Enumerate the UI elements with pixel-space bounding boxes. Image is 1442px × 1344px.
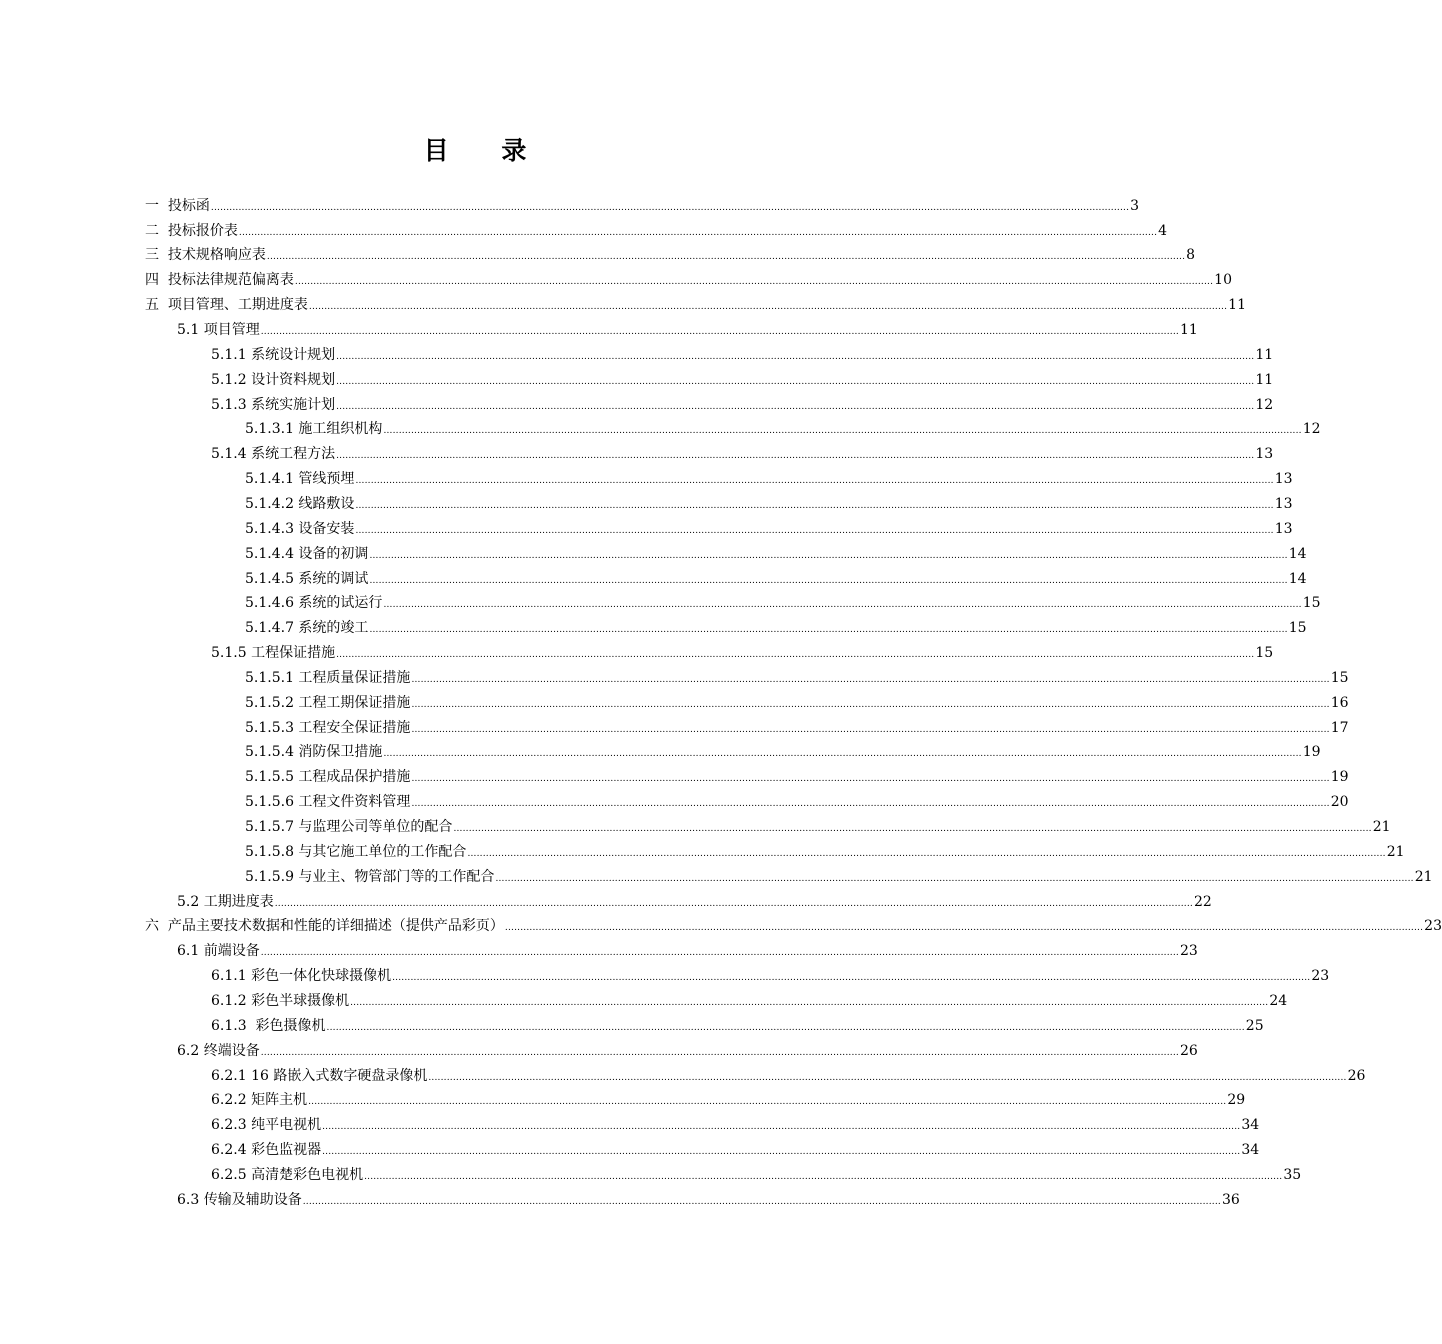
toc-entry-label: 5.1.4 系统工程方法	[211, 446, 336, 463]
toc-entry[interactable]	[211, 1159, 1302, 1184]
toc-entry[interactable]	[177, 1035, 1198, 1060]
toc-entry-page: 3	[1130, 197, 1140, 214]
toc-entry-label: 5.1.5.1 工程质量保证措施	[245, 669, 411, 686]
toc-leader-dots: ............................................................................................................................................................................................................................................................................................................	[383, 426, 1302, 437]
toc-entry-label: 5.2 工期进度表	[177, 893, 274, 910]
toc-entry-label: 5.1.4.6 系统的试运行	[245, 595, 383, 612]
toc-leader-dots: ............................................................................................................................................................................................................................................................................................................	[467, 848, 1386, 859]
toc-entry[interactable]	[145, 240, 1196, 265]
toc-entry-label: 5.1.4.1 管线预埋	[245, 471, 355, 488]
toc-entry-page: 29	[1227, 1092, 1246, 1109]
toc-entry-label: 5.1.5.5 工程成品保护措施	[245, 769, 411, 786]
toc-entry[interactable]	[211, 389, 1274, 414]
toc-entry-page: 15	[1302, 595, 1321, 612]
toc-leader-dots: ............................................................................................................................................................................................................................................................................................................	[238, 227, 1158, 238]
toc-leader-dots: ............................................................................................................................................................................................................................................................................................................	[350, 997, 1269, 1008]
toc-entry[interactable]	[145, 289, 1246, 314]
toc-leader-dots: ............................................................................................................................................................................................................................................................................................................	[302, 1196, 1221, 1207]
toc-leader-dots: ............................................................................................................................................................................................................................................................................................................	[355, 525, 1274, 536]
toc-entry[interactable]	[211, 1085, 1246, 1110]
toc-entry-page: 13	[1255, 446, 1274, 463]
toc-entry[interactable]	[245, 538, 1307, 563]
toc-entry[interactable]	[245, 612, 1307, 637]
toc-entry[interactable]	[211, 960, 1330, 985]
toc-entry[interactable]	[177, 1184, 1240, 1209]
toc-entry[interactable]	[145, 911, 1442, 936]
toc-entry-label: 二 投标报价表	[145, 222, 238, 239]
toc-leader-dots: ............................................................................................................................................................................................................................................................................................................	[336, 650, 1255, 661]
toc-entry-label: 5.1.4.4 设备的初调	[245, 545, 369, 562]
toc-entry[interactable]	[211, 1010, 1264, 1035]
toc-leader-dots: ............................................................................................................................................................................................................................................................................................................	[336, 401, 1255, 412]
toc-entry-page: 11	[1179, 322, 1198, 339]
toc-entry-page: 24	[1269, 992, 1288, 1009]
toc-leader-dots: ............................................................................................................................................................................................................................................................................................................	[383, 749, 1302, 760]
toc-entry-page: 25	[1245, 1017, 1264, 1034]
toc-entry-page: 17	[1330, 719, 1349, 736]
toc-entry-page: 14	[1288, 545, 1307, 562]
toc-entry-label: 5.1.5.2 工程工期保证措施	[245, 694, 411, 711]
toc-leader-dots: ............................................................................................................................................................................................................................................................................................................	[260, 948, 1179, 959]
toc-leader-dots: ............................................................................................................................................................................................................................................................................................................	[210, 202, 1130, 213]
toc-leader-dots: ............................................................................................................................................................................................................................................................................................................	[383, 600, 1302, 611]
toc-leader-dots: ............................................................................................................................................................................................................................................................................................................	[294, 277, 1214, 288]
toc-entry-page: 19	[1302, 744, 1321, 761]
toc-entry[interactable]	[245, 836, 1405, 861]
toc-entry[interactable]	[211, 637, 1274, 662]
toc-leader-dots: ............................................................................................................................................................................................................................................................................................................	[428, 1072, 1347, 1083]
toc-leader-dots: ............................................................................................................................................................................................................................................................................................................	[369, 575, 1288, 586]
toc-entry-label: 四 投标法律规范偏离表	[145, 272, 294, 289]
toc-entry[interactable]	[245, 737, 1321, 762]
toc-entry-label: 5.1.5.9 与业主、物管部门等的工作配合	[245, 868, 495, 885]
toc-entry-page: 19	[1330, 769, 1349, 786]
toc-entry[interactable]	[245, 687, 1349, 712]
toc-entry-page: 13	[1274, 495, 1293, 512]
toc-entry[interactable]	[145, 190, 1140, 215]
toc-entry-label: 5.1.3 系统实施计划	[211, 396, 336, 413]
toc-entry-label: 一 投标函	[145, 197, 210, 214]
toc-entry-label: 5.1.4.5 系统的调试	[245, 570, 369, 587]
toc-entry-label: 6.1.2 彩色半球摄像机	[211, 992, 350, 1009]
toc-entry-page: 15	[1330, 669, 1349, 686]
toc-entry-label: 六 产品主要技术数据和性能的详细描述（提供产品彩页）	[145, 918, 504, 935]
toc-entry-label: 5.1.4.7 系统的竣工	[245, 620, 369, 637]
toc-entry-label: 6.2 终端设备	[177, 1042, 260, 1059]
toc-entry-label: 5.1.2 设计资料规划	[211, 371, 336, 388]
toc-leader-dots: ............................................................................................................................................................................................................................................................................................................	[355, 476, 1274, 487]
toc-entry-label: 5.1.4.2 线路敷设	[245, 495, 355, 512]
toc-leader-dots: ............................................................................................................................................................................................................................................................................................................	[369, 550, 1288, 561]
toc-entry-label: 5.1.5.8 与其它施工单位的工作配合	[245, 843, 467, 860]
toc-entry-page: 15	[1255, 645, 1274, 662]
toc-entry[interactable]	[245, 712, 1349, 737]
toc-entry-page: 11	[1255, 346, 1274, 363]
toc-entry-page: 23	[1424, 918, 1442, 935]
toc-entry-label: 5.1.1 系统设计规划	[211, 346, 336, 363]
toc-entry-label: 6.2.5 高清楚彩色电视机	[211, 1166, 364, 1183]
toc-entry[interactable]	[211, 985, 1288, 1010]
toc-leader-dots: ............................................................................................................................................................................................................................................................................................................	[336, 351, 1255, 362]
toc-entry-page: 26	[1179, 1042, 1198, 1059]
toc-entry[interactable]	[211, 1060, 1366, 1085]
toc-leader-dots: ............................................................................................................................................................................................................................................................................................................	[364, 1171, 1283, 1182]
toc-entry[interactable]	[145, 215, 1168, 240]
toc-entry-label: 6.2.4 彩色监视器	[211, 1142, 322, 1159]
toc-entry-page: 34	[1241, 1117, 1260, 1134]
toc-leader-dots: ............................................................................................................................................................................................................................................................................................................	[411, 799, 1330, 810]
toc-leader-dots: ............................................................................................................................................................................................................................................................................................................	[392, 973, 1311, 984]
page-title: 目 录	[423, 136, 549, 165]
toc-entry-page: 22	[1193, 893, 1212, 910]
toc-entry-page: 10	[1214, 272, 1232, 289]
toc-entry-label: 5.1.4.3 设备安装	[245, 520, 355, 537]
toc-entry-page: 36	[1221, 1191, 1240, 1208]
toc-entry-page: 12	[1255, 396, 1274, 413]
toc-entry-label: 5.1.5.6 工程文件资料管理	[245, 794, 411, 811]
toc-leader-dots: ............................................................................................................................................................................................................................................................................................................	[322, 1122, 1241, 1133]
toc-entry[interactable]	[177, 314, 1198, 339]
toc-entry-label: 6.2.3 纯平电视机	[211, 1117, 322, 1134]
toc-leader-dots: ............................................................................................................................................................................................................................................................................................................	[336, 451, 1255, 462]
toc-entry-page: 13	[1274, 520, 1293, 537]
toc-entry-label: 5.1.5.7 与监理公司等单位的配合	[245, 819, 453, 836]
toc-leader-dots: ............................................................................................................................................................................................................................................................................................................	[326, 1022, 1245, 1033]
toc-entry[interactable]	[177, 936, 1198, 961]
toc-leader-dots: ............................................................................................................................................................................................................................................................................................................	[411, 674, 1330, 685]
toc-leader-dots: ............................................................................................................................................................................................................................................................................................................	[260, 1047, 1179, 1058]
toc-leader-dots: ............................................................................................................................................................................................................................................................................................................	[266, 252, 1186, 263]
toc-entry-label: 6.1 前端设备	[177, 943, 260, 960]
toc-leader-dots: ............................................................................................................................................................................................................................................................................................................	[355, 500, 1274, 511]
toc-leader-dots: ............................................................................................................................................................................................................................................................................................................	[504, 923, 1424, 934]
toc-entry-label: 6.2.1 16 路嵌入式数字硬盘录像机	[211, 1067, 428, 1084]
toc-leader-dots: ............................................................................................................................................................................................................................................................................................................	[308, 302, 1228, 313]
toc-entry-label: 5.1.3.1 施工组织机构	[245, 421, 383, 438]
toc-entry-label: 5.1.5.3 工程安全保证措施	[245, 719, 411, 736]
toc-entry[interactable]	[245, 786, 1349, 811]
toc-leader-dots: ............................................................................................................................................................................................................................................................................................................	[411, 724, 1330, 735]
toc-entry[interactable]	[145, 265, 1232, 290]
toc-entry-page: 4	[1158, 222, 1168, 239]
toc-entry-page: 11	[1228, 297, 1246, 314]
toc-leader-dots: ............................................................................................................................................................................................................................................................................................................	[411, 774, 1330, 785]
toc-entry-page: 11	[1255, 371, 1274, 388]
toc-leader-dots: ............................................................................................................................................................................................................................................................................................................	[495, 873, 1414, 884]
toc-entry[interactable]	[211, 439, 1274, 464]
toc-entry[interactable]	[245, 513, 1293, 538]
toc-entry-page: 26	[1347, 1067, 1366, 1084]
toc-entry[interactable]	[245, 563, 1307, 588]
toc-entry[interactable]	[211, 1109, 1260, 1134]
toc-leader-dots: ............................................................................................................................................................................................................................................................................................................	[260, 327, 1179, 338]
toc-leader-dots: ............................................................................................................................................................................................................................................................................................................	[322, 1147, 1241, 1158]
toc-entry-page: 13	[1274, 471, 1293, 488]
toc-entry[interactable]	[211, 1134, 1260, 1159]
toc-entry[interactable]	[245, 414, 1321, 439]
toc-entry[interactable]	[245, 811, 1391, 836]
toc-entry-page: 12	[1302, 421, 1321, 438]
toc-entry-page: 21	[1372, 819, 1391, 836]
toc-entry-page: 21	[1414, 868, 1433, 885]
toc-entry-page: 15	[1288, 620, 1307, 637]
toc-entry-label: 5.1 项目管理	[177, 322, 260, 339]
toc-entry-page: 34	[1241, 1142, 1260, 1159]
toc-entry[interactable]	[245, 463, 1293, 488]
toc-entry-label: 6.1.3 彩色摄像机	[211, 1017, 326, 1034]
toc-entry-page: 8	[1186, 247, 1196, 264]
toc-entry[interactable]	[245, 588, 1321, 613]
toc-entry-label: 6.3 传输及辅助设备	[177, 1191, 302, 1208]
toc-entry-label: 5.1.5 工程保证措施	[211, 645, 336, 662]
toc-entry-page: 21	[1386, 843, 1405, 860]
toc-entry-label: 6.2.2 矩阵主机	[211, 1092, 308, 1109]
toc-leader-dots: ............................................................................................................................................................................................................................................................................................................	[336, 376, 1255, 387]
toc-leader-dots: ............................................................................................................................................................................................................................................................................................................	[411, 699, 1330, 710]
toc-entry-page: 35	[1283, 1166, 1302, 1183]
toc-entry-page: 14	[1288, 570, 1307, 587]
toc-entry[interactable]	[245, 662, 1349, 687]
toc-entry[interactable]	[177, 886, 1212, 911]
toc-leader-dots: ............................................................................................................................................................................................................................................................................................................	[308, 1097, 1227, 1108]
toc-entry-page: 23	[1311, 968, 1330, 985]
toc-entry[interactable]	[245, 861, 1433, 886]
toc-entry-page: 16	[1330, 694, 1349, 711]
toc-entry-label: 6.1.1 彩色一体化快球摄像机	[211, 968, 392, 985]
toc-entry[interactable]	[245, 488, 1293, 513]
toc-entry[interactable]	[245, 762, 1349, 787]
toc-leader-dots: ............................................................................................................................................................................................................................................................................................................	[453, 824, 1372, 835]
toc-entry-label: 三 技术规格响应表	[145, 247, 266, 264]
toc-leader-dots: ............................................................................................................................................................................................................................................................................................................	[274, 898, 1193, 909]
toc-entry[interactable]	[211, 339, 1274, 364]
toc-entry[interactable]	[211, 364, 1274, 389]
toc-entry-page: 20	[1330, 794, 1349, 811]
toc-entry-label: 5.1.5.4 消防保卫措施	[245, 744, 383, 761]
toc-entry-page: 23	[1179, 943, 1198, 960]
toc-entry-label: 五 项目管理、工期进度表	[145, 297, 308, 314]
toc-leader-dots: ............................................................................................................................................................................................................................................................................................................	[369, 625, 1288, 636]
